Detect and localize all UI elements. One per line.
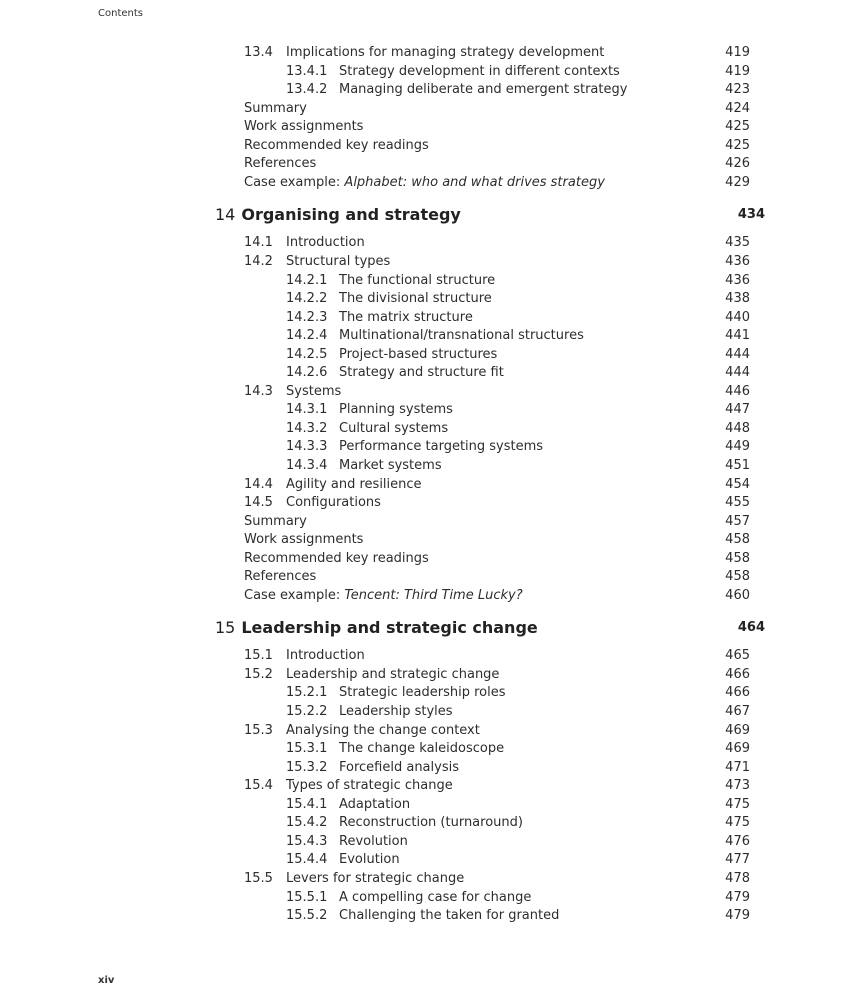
running-head: Contents [98, 8, 143, 19]
toc-section [244, 383, 750, 401]
entry-number: 15.5 [244, 871, 273, 886]
entry-page: 426 [725, 156, 750, 171]
chapter-number: 14 [215, 205, 236, 225]
entry-page: 447 [725, 402, 750, 417]
entry-page: 436 [725, 273, 750, 288]
entry-title: Project-based structures [339, 347, 498, 362]
entry-page: 466 [725, 685, 750, 700]
entry-title: Agility and resilience [286, 477, 422, 492]
toc-subsection [286, 457, 750, 475]
entry-title: Introduction [286, 235, 365, 250]
entry-page: 473 [725, 778, 750, 793]
entry-title: References [244, 156, 317, 171]
entry-title: Strategic leadership roles [339, 685, 506, 700]
entry-number: 15.1 [244, 648, 273, 663]
entry-title: The divisional structure [339, 291, 492, 306]
entry-page: 444 [725, 365, 750, 380]
entry-title: Summary [244, 101, 307, 116]
entry-number: 14.2.1 [286, 273, 328, 288]
entry-title: Levers for strategic change [286, 871, 465, 886]
entry-title: Strategy and structure fit [339, 365, 504, 380]
entry-title: Leadership styles [339, 704, 453, 719]
toc-case-example [244, 174, 750, 192]
entry-number: 14.3.3 [286, 439, 328, 454]
entry-title: Work assignments [244, 119, 364, 134]
toc-subsection [286, 81, 750, 99]
toc-subsection [286, 684, 750, 702]
entry-number: 15.3.2 [286, 760, 328, 775]
entry-number: 15.2.1 [286, 685, 328, 700]
entry-title: Challenging the taken for granted [339, 908, 560, 923]
entry-title: Forcefield analysis [339, 760, 459, 775]
entry-page: 458 [725, 569, 750, 584]
entry-number: 14.3.2 [286, 421, 328, 436]
entry-number: 15.2.2 [286, 704, 328, 719]
entry-number: 14.1 [244, 235, 273, 250]
entry-title: Market systems [339, 458, 442, 473]
toc-subsection [286, 272, 750, 290]
toc-subsection [286, 851, 750, 869]
entry-number: 15.4.3 [286, 834, 328, 849]
toc-section [244, 722, 750, 740]
toc-endmatter [244, 155, 750, 173]
toc-endmatter [244, 531, 750, 549]
entry-number: 14.4 [244, 477, 273, 492]
entry-title: The change kaleidoscope [339, 741, 505, 756]
entry-number: 15.2 [244, 667, 273, 682]
chapter-title: Organising and strategy [241, 205, 461, 225]
entry-page: 479 [725, 890, 750, 905]
entry-page: 448 [725, 421, 750, 436]
toc-subsection [286, 327, 750, 345]
chapter-number: 15 [215, 618, 236, 638]
entry-title: Analysing the change context [286, 723, 480, 738]
entry-page: 449 [725, 439, 750, 454]
entry-title: Recommended key readings [244, 551, 429, 566]
entry-page: 460 [725, 588, 750, 603]
entry-title: Configurations [286, 495, 381, 510]
entry-title: Structural types [286, 254, 391, 269]
case-prefix: Case example: [244, 588, 345, 603]
entry-title: Recommended key readings [244, 138, 429, 153]
entry-page: 475 [725, 815, 750, 830]
entry-title: Multinational/transnational structures [339, 328, 584, 343]
toc-subsection [286, 759, 750, 777]
toc-subsection [286, 907, 750, 925]
toc-section [244, 666, 750, 684]
entry-number: 15.5.2 [286, 908, 328, 923]
entry-title: Managing deliberate and emergent strategy [339, 82, 628, 97]
entry-number: 14.2.2 [286, 291, 328, 306]
chapter-title: Leadership and strategic change [241, 618, 538, 638]
entry-page: 438 [725, 291, 750, 306]
toc-endmatter [244, 513, 750, 531]
entry-title: The functional structure [339, 273, 496, 288]
entry-number: 15.5.1 [286, 890, 328, 905]
toc-subsection [286, 364, 750, 382]
entry-page: 419 [725, 45, 750, 60]
entry-page: 424 [725, 101, 750, 116]
toc-endmatter [244, 137, 750, 155]
entry-page: 435 [725, 235, 750, 250]
entry-title: Cultural systems [339, 421, 449, 436]
entry-title: References [244, 569, 317, 584]
entry-page: 469 [725, 723, 750, 738]
entry-page: 471 [725, 760, 750, 775]
entry-title: Types of strategic change [286, 778, 453, 793]
entry-page: 454 [725, 477, 750, 492]
toc-section [244, 253, 750, 271]
toc-case-example [244, 587, 750, 605]
entry-title: Revolution [339, 834, 408, 849]
entry-number: 14.3.1 [286, 402, 328, 417]
entry-page: 436 [725, 254, 750, 269]
entry-page: 441 [725, 328, 750, 343]
entry-number: 14.3 [244, 384, 273, 399]
entry-page: 476 [725, 834, 750, 849]
toc-section [244, 647, 750, 665]
entry-number: 15.4.2 [286, 815, 328, 830]
entry-title: Systems [286, 384, 342, 399]
entry-page: 458 [725, 532, 750, 547]
entry-number: 15.4.1 [286, 797, 328, 812]
entry-title: A compelling case for change [339, 890, 532, 905]
toc-subsection [286, 438, 750, 456]
entry-number: 15.3.1 [286, 741, 328, 756]
entry-title: Leadership and strategic change [286, 667, 500, 682]
entry-title: The matrix structure [339, 310, 473, 325]
toc-subsection [286, 814, 750, 832]
entry-number: 14.2.5 [286, 347, 328, 362]
toc-section [244, 494, 750, 512]
entry-page: 466 [725, 667, 750, 682]
entry-title: Performance targeting systems [339, 439, 544, 454]
toc-subsection [286, 796, 750, 814]
entry-number: 13.4 [244, 45, 273, 60]
entry-number: 15.4 [244, 778, 273, 793]
toc-subsection [286, 740, 750, 758]
chapter-page: 434 [737, 207, 765, 223]
page-number: xiv [98, 975, 115, 986]
entry-number: 13.4.2 [286, 82, 328, 97]
entry-page: 465 [725, 648, 750, 663]
entry-page: 469 [725, 741, 750, 756]
chapter-heading [215, 616, 765, 640]
toc-subsection [286, 63, 750, 81]
toc-section [244, 44, 750, 62]
entry-number: 14.2.4 [286, 328, 328, 343]
entry-title: Implications for managing strategy development [286, 45, 605, 60]
entry-page: 419 [725, 64, 750, 79]
entry-title: Evolution [339, 852, 400, 867]
toc-endmatter [244, 568, 750, 586]
entry-title: Summary [244, 514, 307, 529]
toc-subsection [286, 346, 750, 364]
toc-subsection [286, 703, 750, 721]
entry-page: 455 [725, 495, 750, 510]
entry-number: 15.4.4 [286, 852, 328, 867]
entry-page: 478 [725, 871, 750, 886]
toc-subsection [286, 889, 750, 907]
entry-page: 429 [725, 175, 750, 190]
entry-page: 475 [725, 797, 750, 812]
entry-page: 467 [725, 704, 750, 719]
entry-number: 14.2 [244, 254, 273, 269]
chapter-page: 464 [737, 620, 765, 636]
entry-title: Strategy development in different contexts [339, 64, 620, 79]
toc-subsection [286, 290, 750, 308]
entry-page: 440 [725, 310, 750, 325]
entry-number: 14.5 [244, 495, 273, 510]
entry-page: 458 [725, 551, 750, 566]
toc-subsection [286, 420, 750, 438]
entry-page: 423 [725, 82, 750, 97]
entry-page: 446 [725, 384, 750, 399]
entry-title: Work assignments [244, 532, 364, 547]
entry-title: Reconstruction (turnaround) [339, 815, 523, 830]
entry-number: 14.2.6 [286, 365, 328, 380]
entry-page: 477 [725, 852, 750, 867]
entry-number: 14.2.3 [286, 310, 328, 325]
entry-page: 444 [725, 347, 750, 362]
entry-number: 14.3.4 [286, 458, 328, 473]
entry-title: Planning systems [339, 402, 453, 417]
chapter-heading [215, 203, 765, 227]
entry-page: 425 [725, 138, 750, 153]
entry-page: 425 [725, 119, 750, 134]
toc-subsection [286, 833, 750, 851]
entry-title: Introduction [286, 648, 365, 663]
toc-endmatter [244, 100, 750, 118]
toc-section [244, 870, 750, 888]
toc-subsection [286, 401, 750, 419]
case-prefix: Case example: [244, 175, 345, 190]
toc-section [244, 234, 750, 252]
entry-title: Adaptation [339, 797, 411, 812]
toc-endmatter [244, 550, 750, 568]
toc-section [244, 777, 750, 795]
case-title: Tencent: Third Time Lucky? [344, 588, 523, 603]
entry-page: 479 [725, 908, 750, 923]
toc-section [244, 476, 750, 494]
toc-subsection [286, 309, 750, 327]
entry-page: 457 [725, 514, 750, 529]
entry-page: 451 [725, 458, 750, 473]
toc-endmatter [244, 118, 750, 136]
case-title: Alphabet: who and what drives strategy [344, 175, 605, 190]
entry-number: 13.4.1 [286, 64, 328, 79]
entry-number: 15.3 [244, 723, 273, 738]
